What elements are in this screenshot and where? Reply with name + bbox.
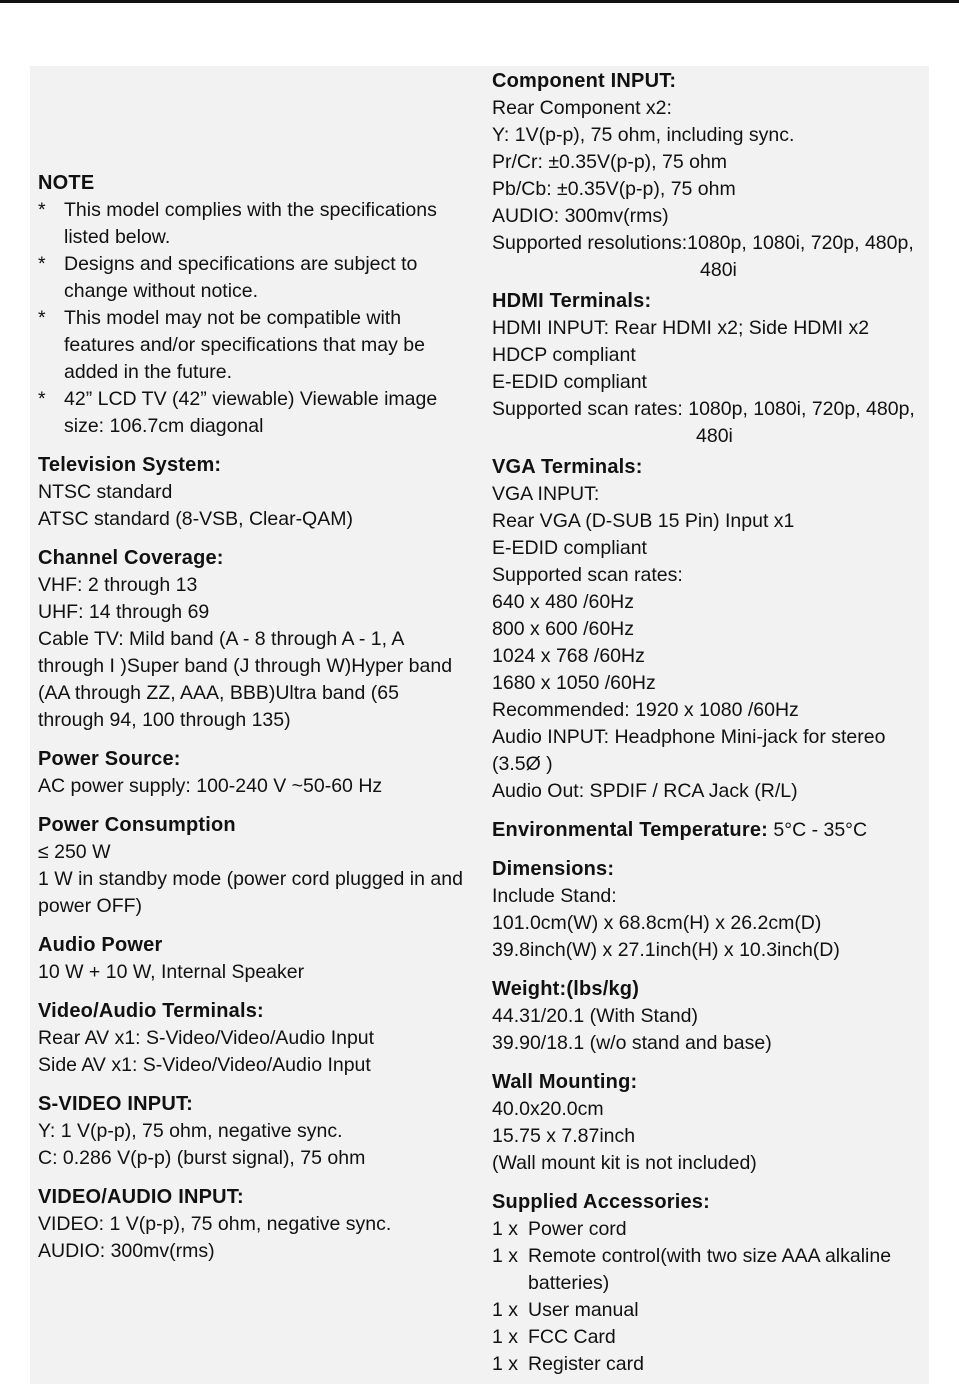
spec-line: 1 W in standby mode (power cord plugged in and power OFF): [38, 868, 463, 917]
spec-line: Audio Out: SPDIF / RCA Jack (R/L): [492, 780, 798, 802]
section-heading: S-VIDEO INPUT:: [38, 1093, 194, 1115]
spec-line: Pr/Cr: ±0.35V(p-p), 75 ohm: [492, 151, 728, 173]
spec-line: Side AV x1: S-Video/Video/Audio Input: [38, 1054, 371, 1076]
section-heading: Audio Power: [38, 934, 163, 956]
spec-line: NTSC standard: [38, 481, 173, 503]
spec-line: Rear VGA (D-SUB 15 Pin) Input x1: [492, 510, 795, 532]
note-section: [38, 170, 470, 440]
component-input-section: [492, 68, 932, 284]
spec-line: VGA INPUT:: [492, 483, 600, 505]
environmental-temperature-section: [492, 817, 932, 844]
spec-line: 39.8inch(W) x 27.1inch(H) x 10.3inch(D): [492, 939, 840, 961]
supported-resolutions-cont: 480i: [700, 259, 737, 281]
spec-line: Y: 1 V(p-p), 75 ohm, negative sync.: [38, 1120, 343, 1142]
section-heading: VIDEO/AUDIO INPUT:: [38, 1186, 244, 1208]
accessory-item: 1 x User manual: [492, 1299, 639, 1321]
spec-line: ATSC standard (8-VSB, Clear-QAM): [38, 508, 353, 530]
note-item: * 42” LCD TV (42” viewable) Viewable image size: 106.7cm diagonal: [38, 388, 438, 437]
wall-mounting-section: [492, 1069, 932, 1177]
spec-line: VIDEO: 1 V(p-p), 75 ohm, negative sync.: [38, 1213, 392, 1235]
left-column: [38, 170, 470, 1277]
spec-line: AC power supply: 100-240 V ~50-60 Hz: [38, 775, 383, 797]
power-consumption-section: [38, 812, 470, 920]
spec-line: UHF: 14 through 69: [38, 601, 210, 623]
spec-line: 101.0cm(W) x 68.8cm(H) x 26.2cm(D): [492, 912, 822, 934]
spec-line: 39.90/18.1 (w/o stand and base): [492, 1032, 772, 1054]
right-column: [492, 68, 932, 1390]
s-video-input-section: [38, 1091, 470, 1172]
section-heading: Environmental Temperature:: [492, 819, 769, 841]
section-heading: VGA Terminals:: [492, 456, 643, 478]
accessory-item: 1 x Remote control(with two size AAA alkaline batteries): [492, 1245, 892, 1294]
spec-line: HDMI INPUT: Rear HDMI x2; Side HDMI x2: [492, 317, 870, 339]
spec-line: 640 x 480 /60Hz: [492, 591, 635, 613]
accessory-item: 1 x Register card: [492, 1353, 644, 1375]
accessory-item: 1 x FCC Card: [492, 1326, 616, 1348]
section-heading: Channel Coverage:: [38, 547, 224, 569]
spec-line: 40.0x20.0cm: [492, 1098, 604, 1120]
television-system-section: [38, 452, 470, 533]
supported-resolutions: Supported resolutions:1080p, 1080i, 720p, 480p,: [492, 232, 914, 254]
spec-line: Supported scan rates:: [492, 564, 683, 586]
spec-line: 15.75 x 7.87inch: [492, 1125, 636, 1147]
section-heading: Supplied Accessories:: [492, 1191, 710, 1213]
spec-line: 800 x 600 /60Hz: [492, 618, 635, 640]
note-heading: NOTE: [38, 172, 95, 194]
note-item: * Designs and specifications are subject to change without notice.: [38, 253, 418, 302]
spec-line: Y: 1V(p-p), 75 ohm, including sync.: [492, 124, 795, 146]
spec-line: Audio INPUT: Headphone Mini-jack for stereo: [492, 726, 886, 748]
note-item: * This model complies with the specifications listed below.: [38, 199, 437, 248]
spec-line: AUDIO: 300mv(rms): [492, 205, 669, 227]
supported-scan-rates: Supported scan rates: 1080p, 1080i, 720p, 480p,: [492, 398, 915, 420]
power-source-section: [38, 746, 470, 800]
spec-line: C: 0.286 V(p-p) (burst signal), 75 ohm: [38, 1147, 366, 1169]
spec-line: Cable TV: Mild band (A - 8 through A - 1, A through I )Super band (J through W)Hyper band (AA through ZZ, AAA, BBB)Ultra band (65 through 94, 100 through 135): [38, 628, 453, 731]
section-heading: Power Source:: [38, 748, 181, 770]
spec-line: Recommended: 1920 x 1080 /60Hz: [492, 699, 799, 721]
section-heading: Wall Mounting:: [492, 1071, 638, 1093]
spec-line: 44.31/20.1 (With Stand): [492, 1005, 698, 1027]
spec-line: Include Stand:: [492, 885, 617, 907]
section-heading: Power Consumption: [38, 814, 236, 836]
spec-line: HDCP compliant: [492, 344, 636, 366]
vga-terminals-section: [492, 454, 932, 805]
weight-section: [492, 976, 932, 1057]
supported-scan-rates-cont: 480i: [696, 425, 733, 447]
video-audio-terminals-section: [38, 998, 470, 1079]
note-item: * This model may not be compatible with features and/or specifications that may be added in the future.: [38, 307, 425, 383]
dimensions-section: [492, 856, 932, 964]
spec-line: (Wall mount kit is not included): [492, 1152, 757, 1174]
spec-line: 10 W + 10 W, Internal Speaker: [38, 961, 305, 983]
video-audio-input-section: [38, 1184, 470, 1265]
spec-line: 1680 x 1050 /60Hz: [492, 672, 656, 694]
channel-coverage-section: [38, 545, 470, 734]
accessory-item: 1 x Power cord: [492, 1218, 627, 1240]
section-heading: Video/Audio Terminals:: [38, 1000, 264, 1022]
spec-line: Pb/Cb: ±0.35V(p-p), 75 ohm: [492, 178, 736, 200]
spec-line: AUDIO: 300mv(rms): [38, 1240, 215, 1262]
section-heading: Dimensions:: [492, 858, 615, 880]
spec-line: Rear AV x1: S-Video/Video/Audio Input: [38, 1027, 375, 1049]
supplied-accessories-section: [492, 1189, 932, 1378]
audio-power-section: [38, 932, 470, 986]
spec-line: ≤ 250 W: [38, 841, 111, 863]
section-heading: Weight:(lbs/kg): [492, 978, 640, 1000]
section-heading: Television System:: [38, 454, 222, 476]
hdmi-terminals-section: [492, 288, 932, 450]
spec-line: E-EDID compliant: [492, 371, 647, 393]
top-rule: [0, 0, 959, 3]
spec-line: (3.5Ø ): [492, 753, 553, 775]
spec-line: VHF: 2 through 13: [38, 574, 198, 596]
spec-line: 1024 x 768 /60Hz: [492, 645, 645, 667]
section-heading: HDMI Terminals:: [492, 290, 652, 312]
temperature-value: 5°C - 35°C: [768, 819, 868, 841]
spec-line: Rear Component x2:: [492, 97, 672, 119]
section-heading: Component INPUT:: [492, 70, 677, 92]
spec-line: E-EDID compliant: [492, 537, 647, 559]
